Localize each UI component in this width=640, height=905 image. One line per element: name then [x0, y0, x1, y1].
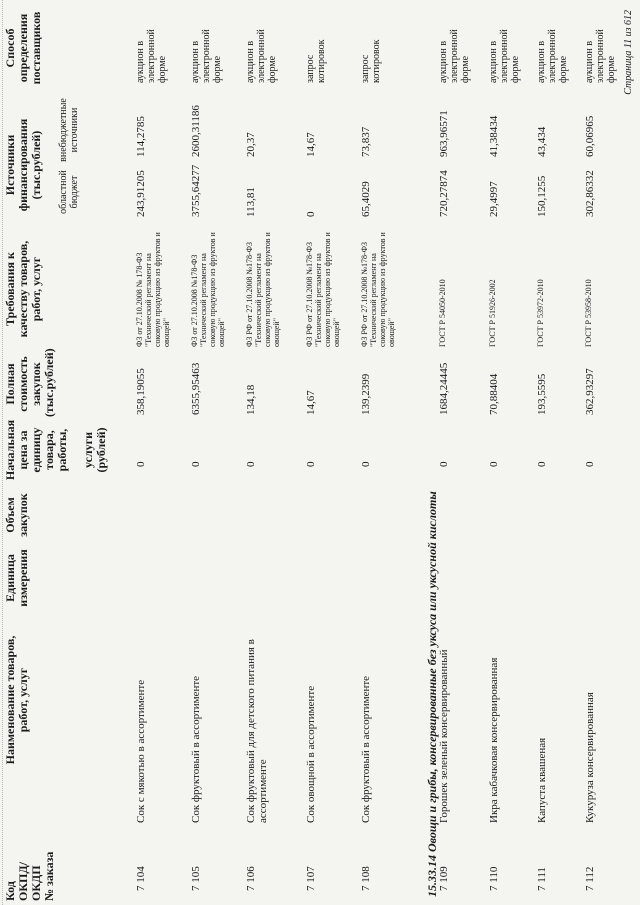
- row-method: аукцион в электронной форме: [488, 29, 521, 83]
- row-code: 7 109: [438, 866, 450, 891]
- row-funding-extra: 43,434: [536, 126, 548, 157]
- header-funding: Источники финансирования (тыс.рублей): [3, 118, 43, 212]
- row-name: Сок фруктовый в ассортименте: [360, 675, 372, 823]
- row-funding-regional: 150,1255: [536, 175, 548, 217]
- row-funding-regional: 113,81: [245, 187, 257, 217]
- header-name: Наименование товаров, работ, услуг: [3, 635, 30, 765]
- row-method: аукцион в электронной форме: [190, 29, 223, 83]
- page-number: Страница 11 из 612: [623, 10, 634, 95]
- section-title: 15.33.14 Овощи и грибы, консервированные без уксуса или уксусной кислоты: [425, 491, 439, 897]
- row-funding-extra: 41,38434: [488, 115, 500, 157]
- row-total: 70,88404: [488, 373, 500, 415]
- row-funding-regional: 29,4997: [488, 181, 500, 217]
- header-method: Способ определения поставщиков: [3, 11, 43, 85]
- row-total: 362,93297: [584, 368, 596, 415]
- row-name: Икра кабачковая консервированная: [488, 657, 500, 823]
- row-name: Капуста квашеная: [536, 737, 548, 823]
- row-name: Сок фруктовый в ассортименте: [190, 675, 202, 823]
- row-total: 134,18: [245, 384, 257, 415]
- row-requirements: ГОСТ Р 54050-2010: [438, 279, 447, 347]
- row-funding-regional: 0: [305, 211, 317, 217]
- row-start-price: 0: [190, 461, 202, 467]
- row-code: 7 105: [190, 866, 202, 891]
- row-requirements: ФЗ от 27.10.2008 № 178-ФЗ "Технический регламент на соковую продукцию из фруктов и овощей": [135, 232, 171, 347]
- row-code: 7 106: [245, 866, 257, 891]
- row-funding-extra: 114,2785: [135, 116, 147, 157]
- row-name: Сок с мякотью в ассортименте: [135, 679, 147, 823]
- row-total: 6355,95463: [190, 362, 202, 415]
- header-funding-regional: областной бюджет: [58, 170, 80, 214]
- row-total: 193,5595: [536, 373, 548, 415]
- row-start-price: 0: [135, 461, 147, 467]
- row-funding-regional: 302,86332: [584, 170, 596, 217]
- row-code: 7 112: [584, 866, 596, 891]
- row-code: 7 104: [135, 866, 147, 891]
- row-code: 7 110: [488, 866, 500, 891]
- row-funding-extra: 60,06965: [584, 115, 596, 157]
- row-requirements: ФЗ РФ от 27.10.2008 №178-ФЗ "Технический регламент на соковую продукцию из фруктов и овощей": [360, 232, 396, 347]
- row-method: аукцион в электронной форме: [245, 29, 278, 83]
- row-requirements: ФЗ от 27.10.2008 №178-ФЗ "Технический регламент на соковую продукцию из фруктов и овощей": [190, 232, 226, 347]
- row-start-price: 0: [536, 461, 548, 467]
- row-code: 7 107: [305, 866, 317, 891]
- header-total: Полная стоимость закупок (тыс.рублей): [3, 348, 56, 417]
- row-requirements: ГОСТ Р 51926-2002: [488, 279, 497, 347]
- row-start-price: 0: [305, 461, 317, 467]
- row-funding-regional: 3755,64277: [190, 164, 202, 217]
- row-funding-extra: 963,96571: [438, 110, 450, 157]
- row-method: аукцион в электронной форме: [584, 29, 617, 83]
- row-start-price: 0: [245, 461, 257, 467]
- row-funding-regional: 65,4029: [360, 181, 372, 217]
- row-start-price: 0: [488, 461, 500, 467]
- row-funding-extra: 73,837: [360, 126, 372, 157]
- header-requirements: Требования к качеству товаров, работ, услуг: [3, 240, 43, 338]
- row-start-price: 0: [360, 461, 372, 467]
- row-method: запрос котировок: [305, 39, 327, 83]
- row-method: аукцион в электронной форме: [438, 29, 471, 83]
- row-start-price: 0: [584, 461, 596, 467]
- row-total: 139,2399: [360, 373, 372, 415]
- row-code: 7 108: [360, 866, 372, 891]
- row-method: аукцион в электронной форме: [135, 29, 168, 83]
- row-funding-regional: 243,91205: [135, 170, 147, 217]
- row-name: Кукуруза консервированная: [584, 692, 596, 823]
- row-total: 358,19055: [135, 368, 147, 415]
- row-method: аукцион в электронной форме: [536, 29, 569, 83]
- row-code: 7 111: [536, 867, 548, 891]
- row-total: 1684,24445: [438, 362, 450, 415]
- row-name: Сок овощной в ассортименте: [305, 685, 317, 823]
- header-start-price: Начальная цена за единицу товара, работы, услуги (рублей): [3, 419, 108, 481]
- row-funding-extra: 20,37: [245, 132, 257, 157]
- row-start-price: 0: [438, 461, 450, 467]
- row-method: запрос котировок: [360, 39, 382, 83]
- row-name: Горошек зеленый консервированный: [438, 649, 450, 823]
- row-name: Сок фруктовый для детского питания в ассортименте: [245, 639, 269, 823]
- row-funding-extra: 2600,31186: [190, 105, 202, 157]
- row-requirements: ФЗ РФ от 27.10.2008 №178-ФЗ "Технический регламент на соковую продукцию из фруктов и овощей": [305, 232, 341, 347]
- row-requirements: ГОСТ Р 53972-2010: [536, 279, 545, 347]
- header-unit: Единица измерения: [3, 549, 30, 607]
- row-requirements: ГОСТ Р 53958-2010: [584, 279, 593, 347]
- row-total: 14,67: [305, 390, 317, 415]
- row-funding-regional: 720,27874: [438, 170, 450, 217]
- row-requirements: ФЗ РФ от 27.10.2008 №178-ФЗ "Технический регламент на соковую продукцию из фруктов и овощей": [245, 232, 281, 347]
- header-volume: Объем закупок: [3, 493, 30, 537]
- header-code: Код ОКПД/ ОКДП № заказа: [3, 851, 56, 901]
- row-funding-extra: 14,67: [305, 132, 317, 157]
- header-funding-extra: внебюджетные источники: [58, 98, 80, 162]
